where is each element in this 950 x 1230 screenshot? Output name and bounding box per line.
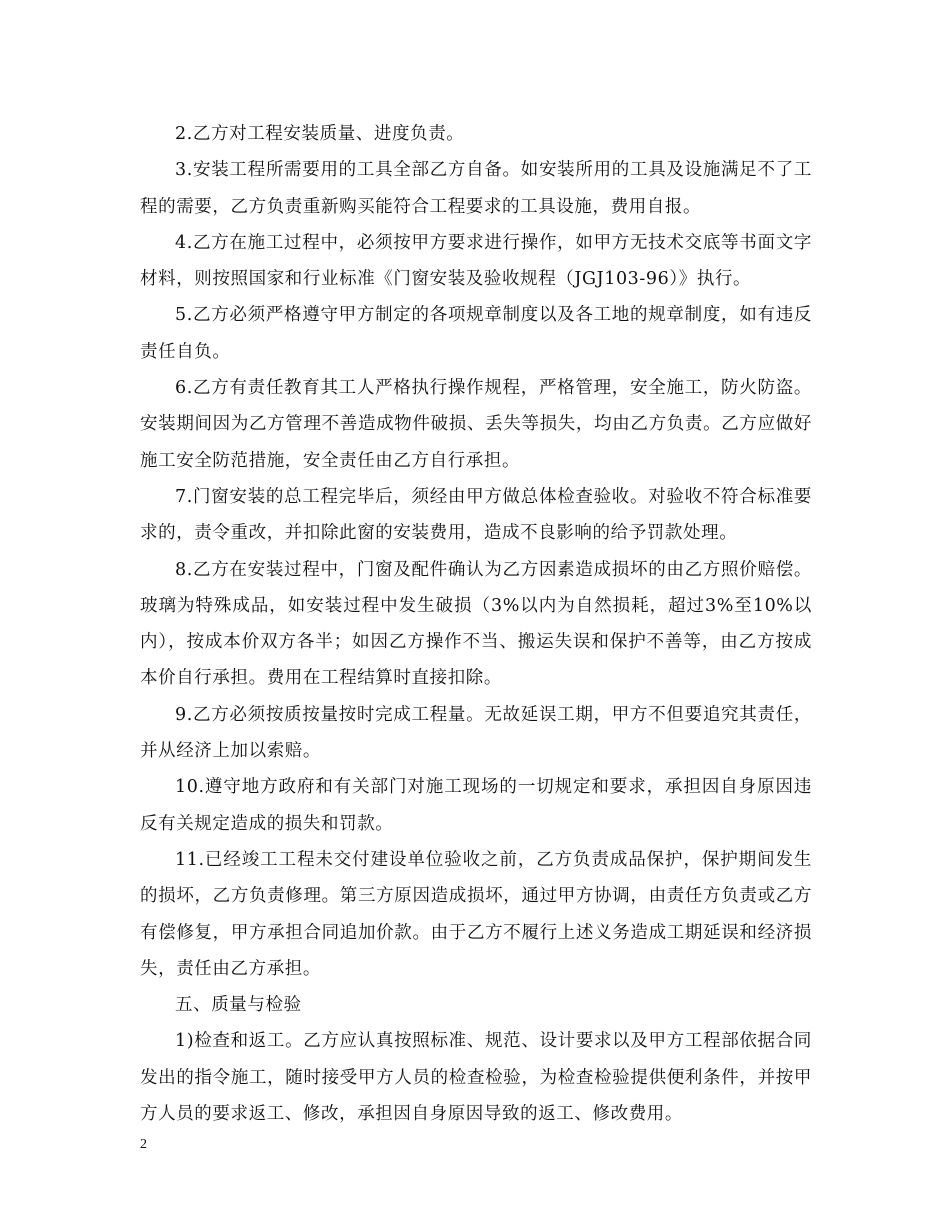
clause-11: 11.已经竣工工程未交付建设单位验收之前，乙方负责成品保护，保护期间发生的损坏，乙方负责修理。第三方原因造成损坏，通过甲方协调，由责任方负责或乙方有偿修复，甲方承担合同追加价款。由于乙方不履行上述义务造成工期延误和经济损失，责任由乙方承担。	[140, 849, 812, 979]
clause-2: 2.乙方对工程安装质量、进度负责。	[175, 124, 465, 144]
clause-inspection-rework: 1)检查和返工。乙方应认真按照标准、规范、设计要求以及甲方工程部依据合同发出的指令施工，随时接受甲方人员的检查检验，为检查检验提供便利条件，并按甲方人员的要求返工、修改，承担因自身原因导致的返工、修改费用。	[140, 1031, 812, 1125]
page-number: 2	[140, 1137, 147, 1152]
clause-3: 3.安装工程所需要用的工具全部乙方自备。如安装所用的工具及设施满足不了工程的需要，乙方负责重新购买能符合工程要求的工具设施，费用自报。	[140, 160, 812, 217]
clause-7: 7.门窗安装的总工程完毕后，须经由甲方做总体检查验收。对验收不符合标准要求的，责令重改，并扣除此窗的安装费用，造成不良影响的给予罚款处理。	[140, 486, 812, 544]
clause-10: 10.遵守地方政府和有关部门对施工现场的一切规定和要求，承担因自身原因违反有关规定造成的损失和罚款。	[140, 777, 812, 834]
clause-8: 8.乙方在安装过程中，门窗及配件确认为乙方因素造成损坏的由乙方照价赔偿。玻璃为特殊成品，如安装过程中发生破损（3%以内为自然损耗，超过3%至10%以内），按成本价双方各半；如因乙方操作不当、搬运失误和保护不善等，由乙方按成本价自行承担。费用在工程结算时直接扣除。	[140, 559, 812, 689]
clause-5: 5.乙方必须严格遵守甲方制定的各项规章制度以及各工地的规章制度，如有违反责任自负。	[140, 305, 812, 362]
clause-9: 9.乙方必须按质按量按时完成工程量。无故延误工期，甲方不但要追究其责任，并从经济上加以索赔。	[140, 704, 812, 762]
clause-6: 6.乙方有责任教育其工人严格执行操作规程，严格管理，安全施工，防火防盗。安装期间因为乙方管理不善造成物件破损、丢失等损失，均由乙方负责。乙方应做好施工安全防范措施，安全责任由乙方自行承担。	[140, 378, 812, 471]
clause-4: 4.乙方在施工过程中，必须按甲方要求进行操作，如甲方无技术交底等书面文字材料，则按照国家和行业标准《门窗安装及验收规程（JGJ103-96）》执行。	[140, 232, 812, 290]
document-body	[140, 116, 812, 1132]
section-heading-quality: 五、质量与检验	[175, 995, 302, 1016]
